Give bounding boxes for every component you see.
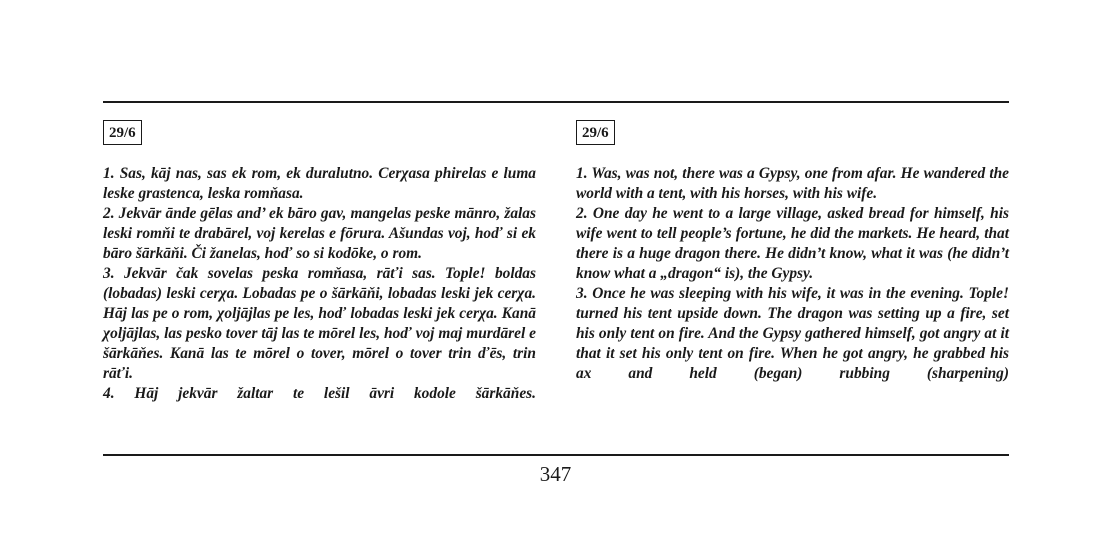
romani-text-column (103, 120, 536, 404)
bottom-rule (103, 454, 1009, 456)
english-paragraphs (576, 164, 1009, 384)
romani-paragraph-3: 3. Jekvār čak sovelas peska romňasa, rāťi sas. Tople! boldas (lobadas) leski cerχa. Lobadas pe o šārkāňi, lobadas leski jek cerχa. Hāj las pe o rom, χoljājlas pe les, hoď lobadas leski jek cerχa. Kanā χoljājlas, las pesko tover tāj las te mōrel les, hoď voj maj murdārel e šārkāňes. Kanā las te mōrel o tover, mōrel o tover trin ďēs, trin rāťi. (103, 265, 536, 382)
english-paragraph-2: 2. One day he went to a large village, asked bread for himself, his wife went to tell people’s fortune, he did the markets. He heard, that there is a huge dragon there. He didn’t know, what it was (he didn’t know what a „dragon“ is), the Gypsy. (576, 205, 1009, 282)
english-paragraph-3: 3. Once he was sleeping with his wife, it was in the evening. Tople! turned his tent upside down. The dragon was setting up a fire, set his only tent on fire. And the Gypsy gathered himself, got angry at it that it set his only tent on fire. When he got angry, he grabbed his ax and held (began) rubbing (sharpening) (576, 285, 1009, 382)
section-label-right: 29/6 (576, 120, 615, 145)
english-text-column (576, 120, 1009, 384)
section-label-left: 29/6 (103, 120, 142, 145)
romani-paragraph-1: 1. Sas, kāj nas, sas ek rom, ek duralutno. Cerχasa phirelas e luma leske grastenca, leska romňasa. (103, 165, 536, 202)
page-number: 347 (539, 462, 572, 486)
english-paragraph-1: 1. Was, was not, there was a Gypsy, one from afar. He wandered the world with a tent, with his horses, with his wife. (576, 165, 1009, 202)
top-rule (103, 101, 1009, 103)
romani-paragraphs (103, 164, 536, 404)
romani-paragraph-2: 2. Jekvār ānde gēlas and’ ek bāro gav, mangelas peske mānro, žalas leski romňi te drabārel, voj kerelas e fōrura. Ašundas voj, hoď si ek bāro šārkāňi. Či žanelas, hoď so si kodōke, o rom. (103, 205, 536, 262)
romani-paragraph-4: 4. Hāj jekvār žaltar te lešil āvri kodole šārkāňes. (103, 385, 536, 402)
